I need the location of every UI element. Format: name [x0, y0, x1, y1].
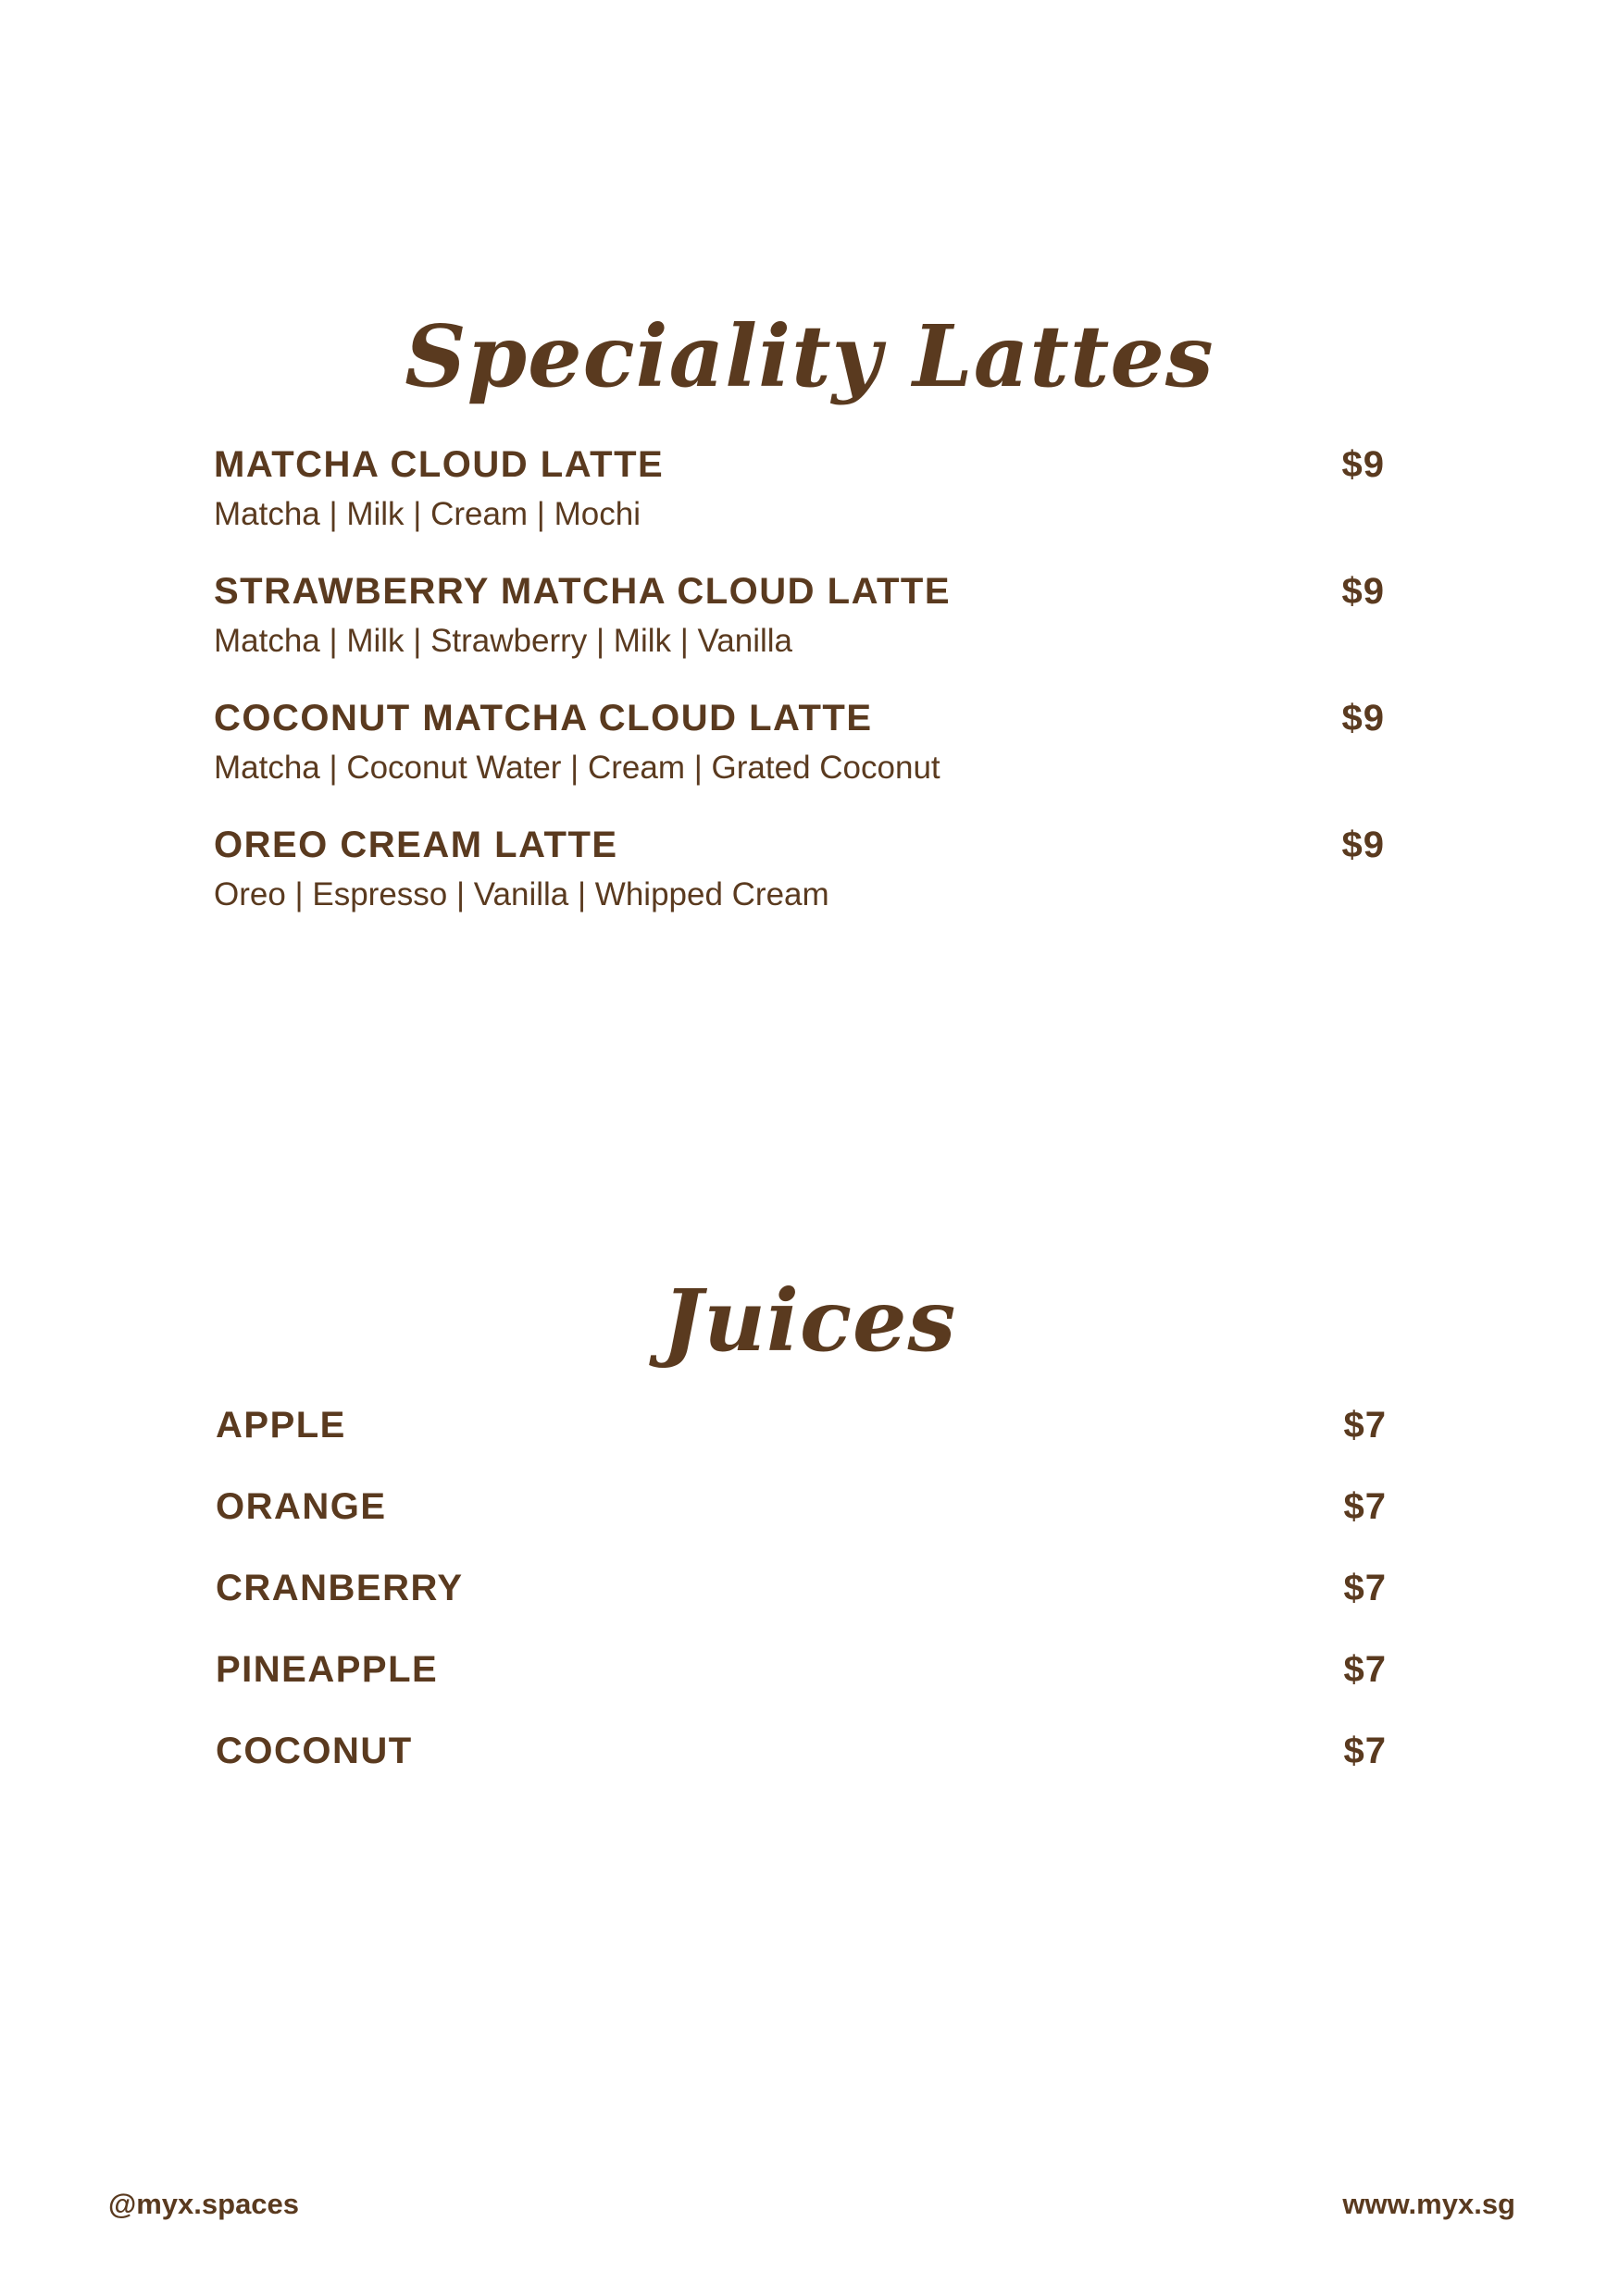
item-price: $9: [1341, 571, 1385, 612]
footer-website: www.myx.sg: [1342, 2188, 1515, 2220]
item-name: MATCHA CLOUD LATTE: [214, 444, 665, 485]
item-price: $7: [1343, 1405, 1387, 1446]
item-name: COCONUT: [216, 1731, 413, 1771]
item-name: APPLE: [216, 1405, 346, 1446]
item-name: PINEAPPLE: [216, 1649, 439, 1690]
section-title-speciality-lattes: Speciality Lattes: [405, 306, 1214, 406]
item-name: COCONUT MATCHA CLOUD LATTE: [214, 698, 873, 738]
item-price: $9: [1341, 825, 1385, 865]
item-price: $9: [1341, 698, 1385, 738]
item-price: $7: [1343, 1731, 1387, 1771]
item-description: Oreo | Espresso | Vanilla | Whipped Cream: [214, 876, 829, 912]
item-description: Matcha | Milk | Cream | Mochi: [214, 496, 641, 532]
footer-social-handle: @myx.spaces: [108, 2188, 300, 2220]
item-name: OREO CREAM LATTE: [214, 825, 618, 865]
item-price: $7: [1343, 1568, 1387, 1608]
item-price: $9: [1341, 444, 1385, 485]
item-name: CRANBERRY: [216, 1568, 464, 1608]
item-price: $7: [1343, 1649, 1387, 1690]
item-name: ORANGE: [216, 1486, 387, 1527]
item-name: STRAWBERRY MATCHA CLOUD LATTE: [214, 571, 952, 612]
item-description: Matcha | Milk | Strawberry | Milk | Vanilla: [214, 623, 793, 659]
item-description: Matcha | Coconut Water | Cream | Grated Coconut: [214, 750, 940, 786]
section-title-juices: Juices: [662, 1271, 957, 1371]
item-price: $7: [1343, 1486, 1387, 1527]
